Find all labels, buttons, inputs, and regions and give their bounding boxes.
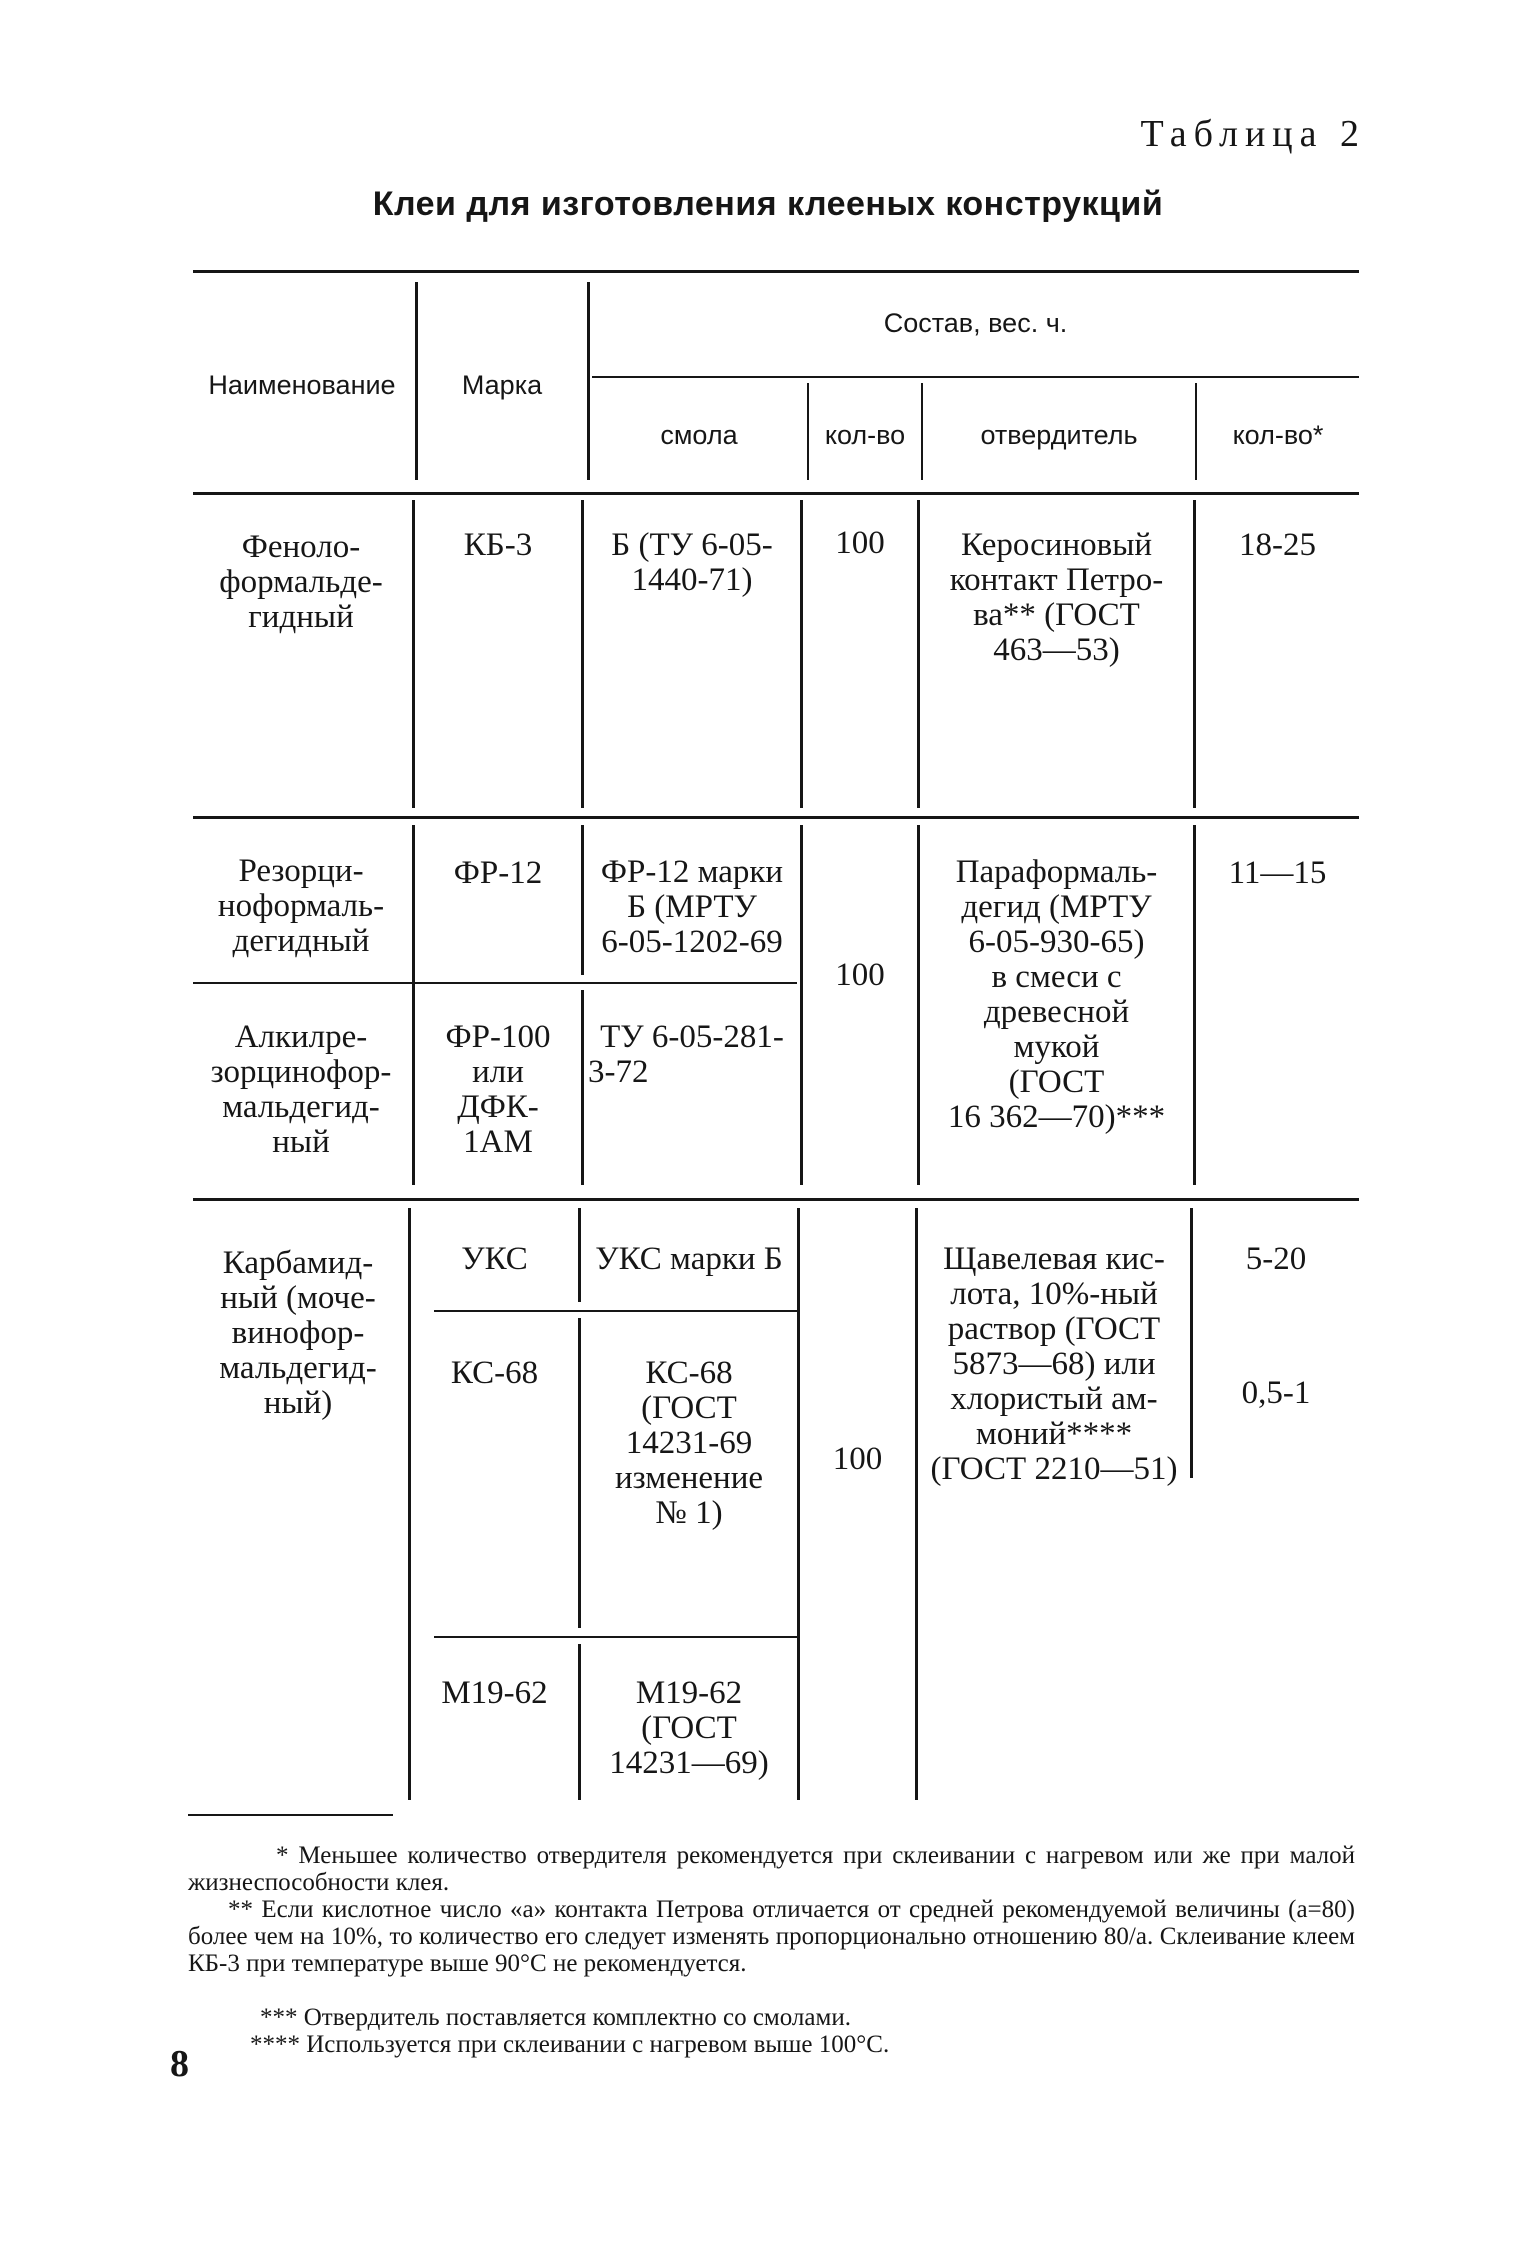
text-line: 14231-69 — [625, 1425, 753, 1461]
footnote-rule — [188, 1814, 393, 1816]
text-line: лота, 10%-ный — [950, 1276, 1158, 1312]
text-line: Алкилре- — [234, 1019, 368, 1055]
text-line: Резорци- — [238, 853, 364, 889]
carbamide-brand-ks68: КС-68 — [450, 1355, 539, 1391]
header-brand: Марка — [461, 370, 543, 400]
header-resin-qty: кол-во — [824, 420, 906, 450]
text-line: 14231—69) — [609, 1745, 769, 1781]
resorcinol-brand: ФР-12 — [453, 855, 543, 891]
vline — [800, 825, 803, 1185]
phenol-resin-qty: 100 — [835, 525, 885, 561]
text-line: 463—53) — [993, 632, 1120, 668]
text-line: Щавелевая кис- — [943, 1241, 1165, 1277]
text-line: или — [472, 1054, 524, 1090]
header-vline-2 — [587, 282, 590, 480]
text-line: ТУ 6-05-281- — [600, 1019, 784, 1055]
row-rule-resorcinol — [193, 982, 797, 984]
text-line: Феноло- — [241, 529, 361, 565]
text-line: контакт Петро- — [949, 562, 1164, 598]
text-line: Карбамид- — [222, 1245, 374, 1281]
footnote-4: **** Используется при склеивании с нагревом выше 100°С. — [250, 2031, 890, 2058]
text-line: 1АМ — [463, 1124, 533, 1160]
phenol-hardener-qty: 18-25 — [1239, 527, 1316, 563]
text-line: мукой — [1013, 1029, 1100, 1065]
text-line: древесной — [983, 994, 1130, 1030]
carbamide-hardener-qty-1: 5-20 — [1245, 1241, 1307, 1277]
text-line: ный — [272, 1124, 330, 1160]
footnote-2: ** Если кислотное число «а» контакта Петрова отличается от средней рекомендуемой величины (а=80) более чем на 10%, то количество его следует изменять пропорционально отношению 80/а. Склеивание клеем КБ-3 при температуре выше 90°С не рекомендуется. — [188, 1896, 1355, 1977]
carbamide-resin-m1962 — [581, 1676, 797, 1781]
text-line: хлористый ам- — [950, 1381, 1158, 1417]
resorcinol-resin-qty: 100 — [835, 957, 885, 993]
text-line: 6-05-1202-69 — [601, 924, 783, 960]
alkylresorcinol-resin — [584, 1020, 800, 1090]
row-rule-uks — [434, 1310, 797, 1312]
text-line: Б (МРТУ — [627, 889, 757, 925]
text-line: Керосиновый — [960, 527, 1153, 563]
text-line: формальде- — [219, 564, 383, 600]
text-line: гидный — [248, 599, 354, 635]
text-line: ный) — [263, 1385, 333, 1421]
text-line: 1440-71) — [631, 562, 753, 598]
text-line: 3-72 — [588, 1054, 649, 1090]
text-line: ДФК- — [457, 1089, 539, 1125]
header-composition: Состав, вес. ч. — [883, 308, 1068, 338]
text-line: (ГОСТ — [641, 1390, 737, 1426]
text-line: 16 362—70)*** — [947, 1099, 1166, 1135]
text-line: (ГОСТ — [1008, 1064, 1105, 1100]
footnote-3: *** Отвердитель поставляется комплектно со смолами. — [260, 2004, 851, 2031]
footnote-1: * Меньшее количество отвердителя рекомендуется при склеивании с нагревом или же при малой жизнеспособности клея. — [188, 1842, 1355, 1896]
text-line: ФР-100 — [445, 1019, 551, 1055]
carbamide-resin-ks68 — [581, 1356, 797, 1531]
text-line: Б (ТУ 6-05- — [611, 527, 773, 563]
table-label: Таблица 2 — [1140, 113, 1366, 155]
text-line: ный (моче- — [220, 1280, 376, 1316]
carbamide-brand-uks: УКС — [461, 1241, 528, 1277]
composition-rule — [592, 376, 1359, 378]
text-line: М19-62 — [635, 1675, 743, 1711]
resorcinol-resin — [584, 855, 800, 960]
row-rule-ks68 — [434, 1636, 797, 1638]
table-top-rule — [193, 270, 1359, 273]
text-line: ва** (ГОСТ — [973, 597, 1140, 633]
carbamide-brand-m1962: М19-62 — [441, 1675, 548, 1711]
text-line: дегидный — [232, 923, 370, 959]
alkylresorcinol-brand — [415, 1020, 581, 1160]
text-line: изменение — [614, 1460, 764, 1496]
resorcinol-hardener-qty: 11—15 — [1228, 855, 1327, 891]
row-rule-1 — [193, 816, 1359, 819]
text-line: в смеси с — [991, 959, 1122, 995]
text-line: раствор (ГОСТ — [947, 1311, 1161, 1347]
phenol-brand: КБ-3 — [463, 527, 533, 563]
header-hardener-qty: кол-во* — [1232, 420, 1324, 450]
text-line: моний**** — [975, 1416, 1133, 1452]
phenol-name — [190, 530, 412, 635]
carbamide-resin-uks — [581, 1242, 797, 1277]
alkylresorcinol-name — [190, 1020, 412, 1160]
text-line: мальдегид- — [222, 1089, 380, 1125]
text-line: УКС марки Б — [595, 1241, 783, 1277]
vline — [797, 1208, 800, 1800]
text-line: ноформаль- — [217, 888, 385, 924]
phenol-resin — [584, 528, 800, 598]
text-line: зорцинофор- — [210, 1054, 392, 1090]
text-line: КС-68 — [645, 1355, 733, 1391]
text-line: 6-05-930-65) — [968, 924, 1145, 960]
text-line: винофор- — [231, 1315, 365, 1351]
header-hardener: отвердитель — [980, 420, 1138, 450]
resorcinol-hardener — [920, 855, 1193, 1135]
header-bottom-rule — [193, 492, 1359, 495]
carbamide-resin-qty: 100 — [832, 1441, 883, 1477]
row-rule-2 — [193, 1198, 1359, 1201]
text-line: дегид (МРТУ — [961, 889, 1152, 925]
text-line: № 1) — [655, 1495, 723, 1531]
header-resin: смола — [660, 420, 738, 450]
page-number: 8 — [170, 2043, 189, 2085]
text-line: (ГОСТ — [641, 1710, 737, 1746]
header-name: Наименование — [208, 370, 396, 400]
text-line: Параформаль- — [955, 854, 1158, 890]
text-line: ФР-12 марки — [600, 854, 784, 890]
table-title: Клеи для изготовления клееных конструкций — [372, 185, 1164, 223]
resorcinol-name — [190, 854, 412, 959]
text-line: 5873—68) или — [952, 1346, 1156, 1382]
text-line: (ГОСТ 2210—51) — [930, 1451, 1178, 1487]
carbamide-hardener — [918, 1242, 1190, 1487]
vline — [408, 1208, 411, 1800]
carbamide-name — [188, 1246, 408, 1421]
carbamide-hardener-qty-2: 0,5-1 — [1241, 1375, 1311, 1411]
text-line: мальдегид- — [219, 1350, 377, 1386]
phenol-hardener — [920, 528, 1193, 668]
